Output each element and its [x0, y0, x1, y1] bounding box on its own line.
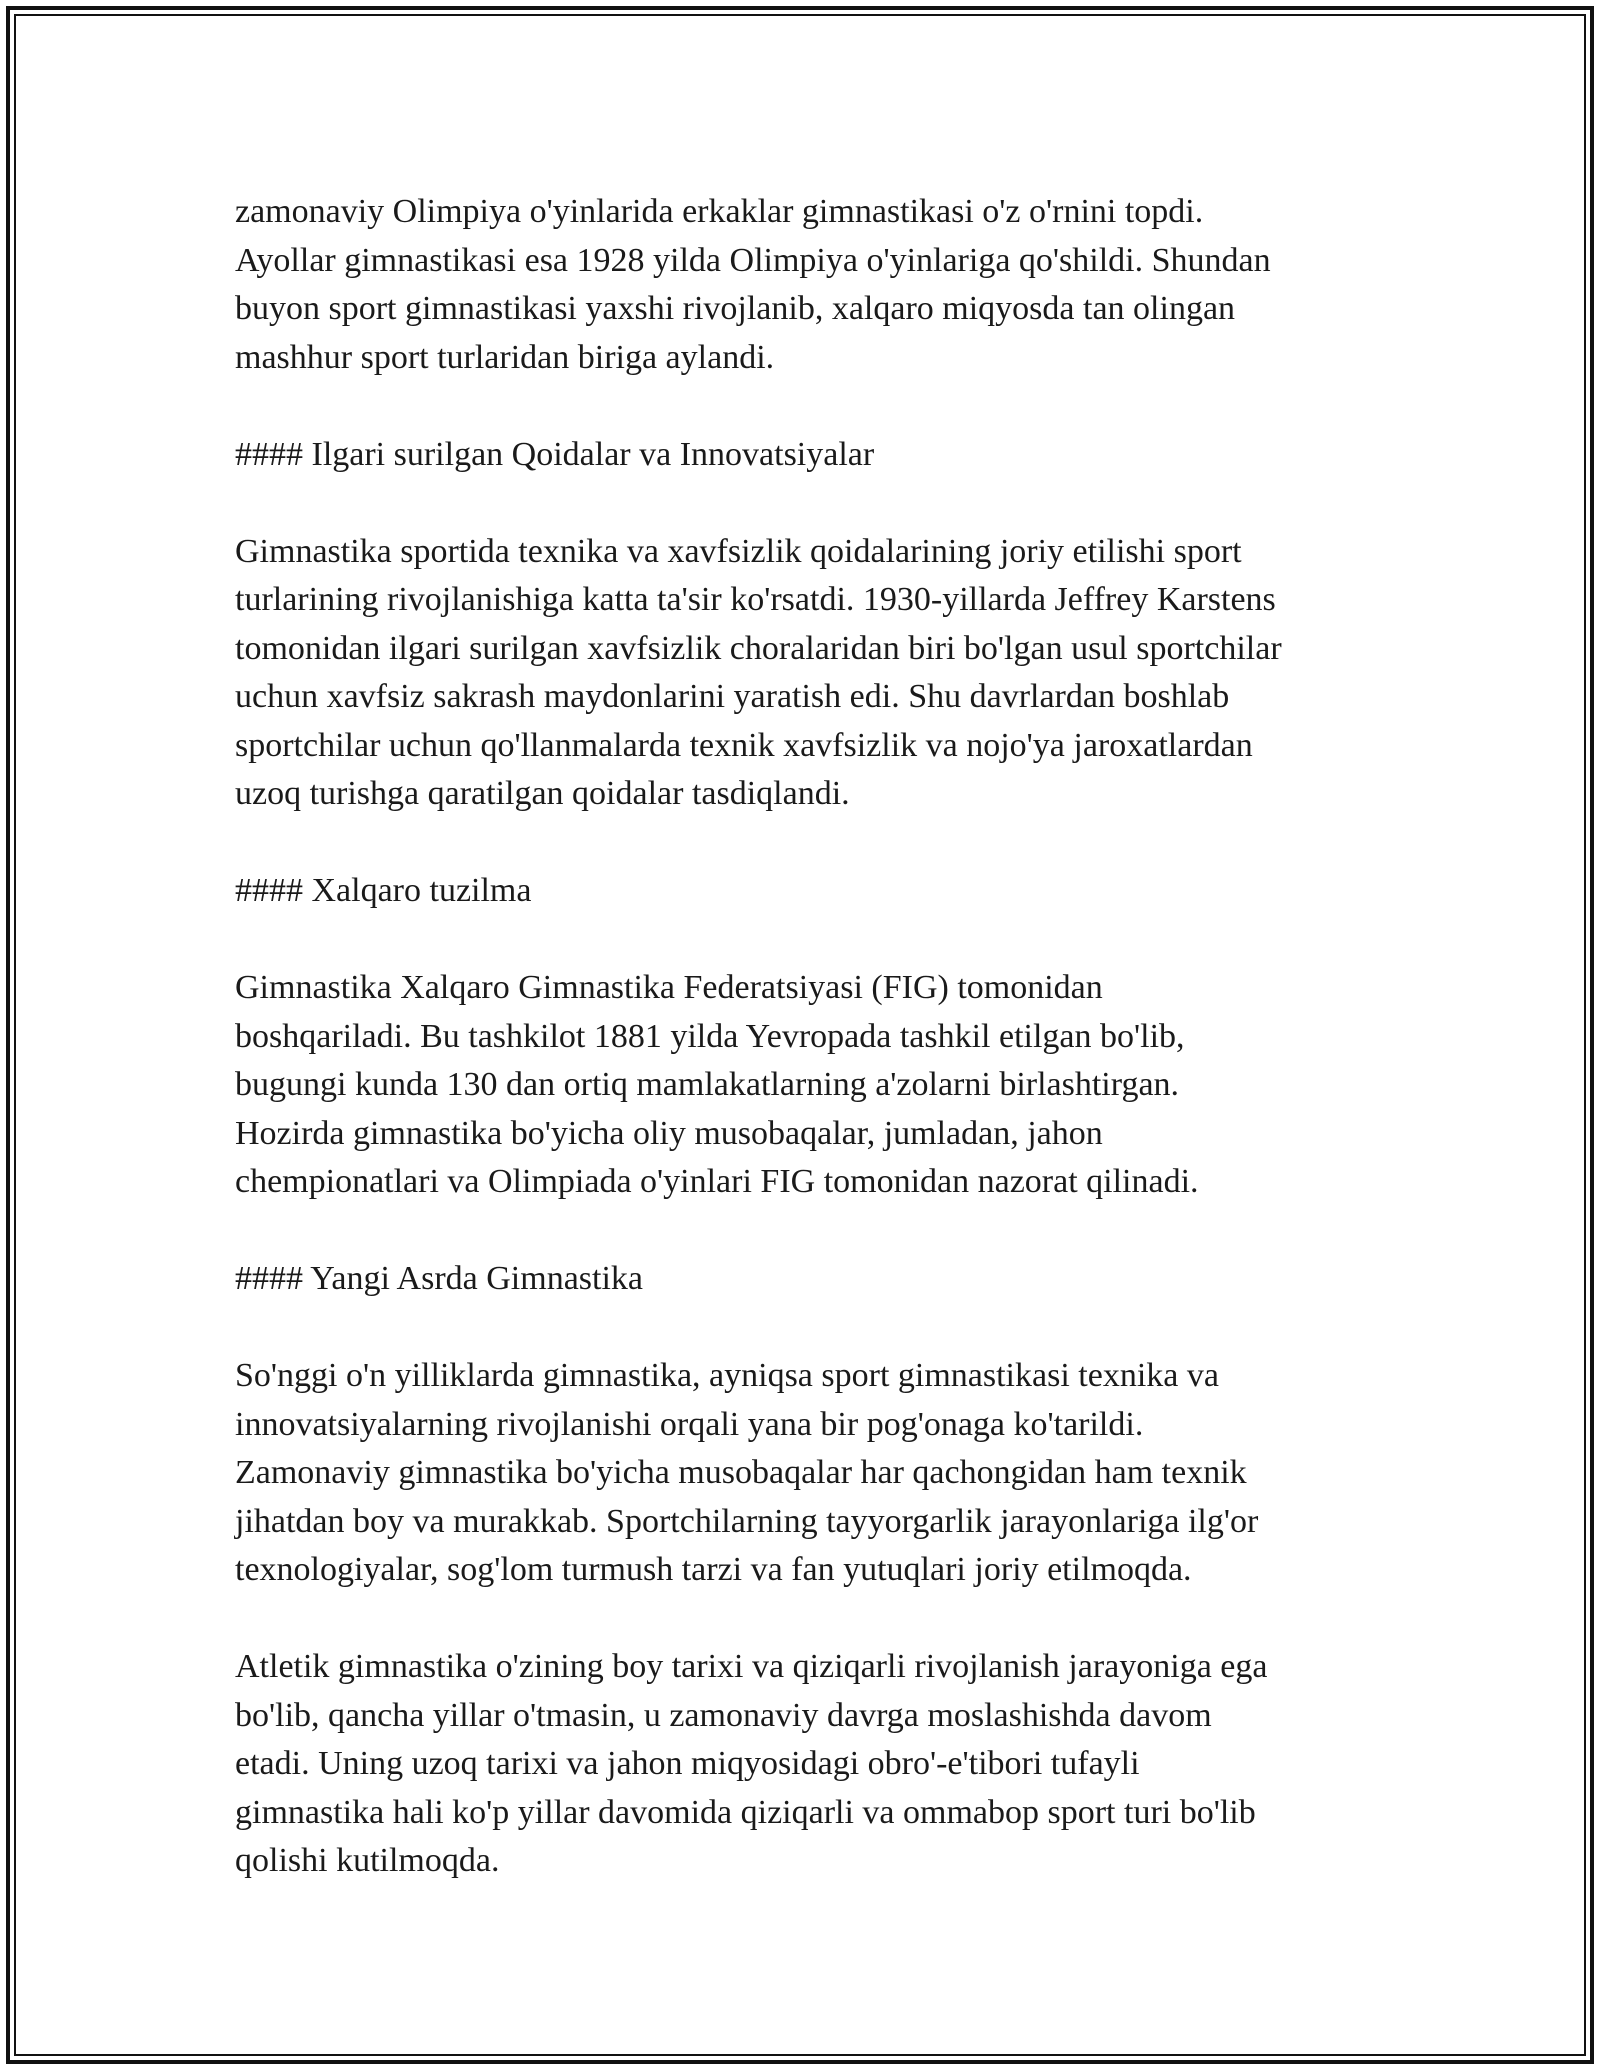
text-line: tomonidan ilgari surilgan xavfsizlik choralaridan biri bo'lgan usul sportchilar — [235, 629, 1282, 667]
paragraph-conclusion — [235, 1643, 1415, 1886]
heading-text: #### Xalqaro tuzilma — [235, 872, 532, 909]
paragraph-olympic-intro — [235, 188, 1415, 382]
heading-text: #### Ilgari surilgan Qoidalar va Innovatsiyalar — [235, 435, 875, 473]
heading-rules-innovations — [235, 431, 1415, 480]
text-line: mashhur sport turlaridan biriga aylandi. — [235, 338, 775, 376]
text-line: chempionatlari va Olimpiada o'yinlari FIG tomonidan nazorat qilinadi. — [235, 1163, 1199, 1200]
text-line: zamonaviy Olimpiya o'yinlarida erkaklar gimnastikasi o'z o'rnini topdi. — [235, 193, 1204, 230]
paragraph-international-structure — [235, 964, 1415, 1207]
text-line: buyon sport gimnastikasi yaxshi rivojlanib, xalqaro miqyosda tan olingan — [235, 290, 1236, 327]
paragraph-new-century — [235, 1352, 1415, 1595]
text-line: jihatdan boy va murakkab. Sportchilarning tayyorgarlik jarayonlariga ilg'or — [235, 1502, 1259, 1540]
text-line: Gimnastika Xalqaro Gimnastika Federatsiyasi (FIG) tomonidan — [235, 969, 1103, 1006]
text-line: boshqariladi. Bu tashkilot 1881 yilda Yevropada tashkil etilgan bo'lib, — [235, 1017, 1185, 1055]
heading-international-structure — [235, 867, 1415, 916]
text-line: uchun xavfsiz sakrash maydonlarini yaratish edi. Shu davrlardan boshlab — [235, 678, 1230, 715]
text-line: Atletik gimnastika o'zining boy tarixi va qiziqarli rivojlanish jarayoniga ega — [235, 1648, 1268, 1685]
text-line: turlarining rivojlanishiga katta ta'sir ko'rsatdi. 1930-yillarda Jeffrey Karstens — [235, 581, 1276, 618]
heading-text: #### Yangi Asrda Gimnastika — [235, 1260, 643, 1297]
text-line: qolishi kutilmoqda. — [235, 1842, 500, 1879]
text-line: Zamonaviy gimnastika bo'yicha musobaqalar har qachongidan ham texnik — [235, 1454, 1247, 1491]
text-line: gimnastika hali ko'p yillar davomida qiziqarli va ommabop sport turi bo'lib — [235, 1793, 1256, 1831]
text-line: bo'lib, qancha yillar o'tmasin, u zamonaviy davrga moslashishda davom — [235, 1696, 1212, 1734]
text-line: sportchilar uchun qo'llanmalarda texnik xavfsizlik va nojo'ya jaroxatlardan — [235, 726, 1253, 764]
heading-new-century — [235, 1255, 1415, 1304]
text-line: texnologiyalar, sog'lom turmush tarzi va fan yutuqlari joriy etilmoqda. — [235, 1551, 1192, 1588]
text-line: So'nggi o'n yilliklarda gimnastika, ayniqsa sport gimnastikasi texnika va — [235, 1357, 1219, 1394]
text-line: Hozirda gimnastika bo'yicha oliy musobaqalar, jumladan, jahon — [235, 1114, 1103, 1152]
paragraph-rules-innovations — [235, 528, 1415, 819]
text-line: Ayollar gimnastikasi esa 1928 yilda Olimpiya o'yinlariga qo'shildi. Shundan — [235, 241, 1271, 279]
text-line: bugungi kunda 130 dan ortiq mamlakatlarning a'zolarni birlashtirgan. — [235, 1066, 1180, 1103]
document-body — [235, 188, 1415, 1886]
text-line: innovatsiyalarning rivojlanishi orqali yana bir pog'onaga ko'tarildi. — [235, 1405, 1144, 1443]
text-line: Gimnastika sportida texnika va xavfsizlik qoidalarining joriy etilishi sport — [235, 532, 1242, 570]
text-line: uzoq turishga qaratilgan qoidalar tasdiqlandi. — [235, 775, 850, 812]
text-line: etadi. Uning uzoq tarixi va jahon miqyosidagi obro'-e'tibori tufayli — [235, 1745, 1140, 1782]
